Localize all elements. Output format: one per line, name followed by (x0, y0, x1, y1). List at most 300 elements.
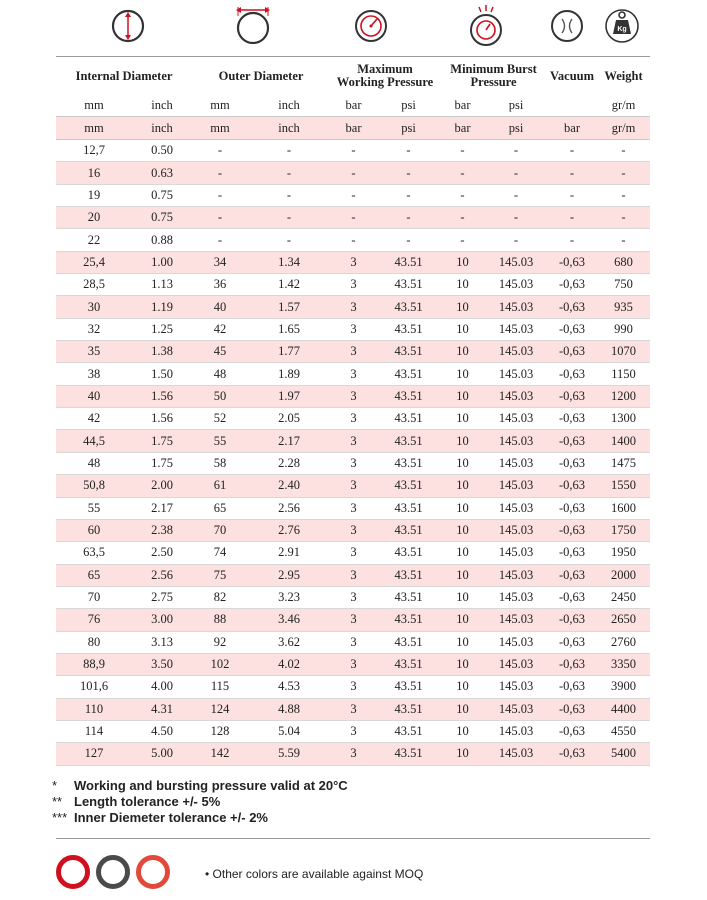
table-cell: 43.51 (377, 542, 440, 564)
table-cell: 3 (330, 274, 377, 296)
table-cell: 3.50 (132, 653, 192, 675)
table-cell: 145.03 (485, 408, 547, 430)
table-cell: 10 (440, 408, 485, 430)
table-cell: 3 (330, 542, 377, 564)
table-cell: 1.75 (132, 452, 192, 474)
table-cell: 20 (56, 207, 132, 229)
table-cell: -0,63 (547, 676, 597, 698)
table-cell: - (597, 140, 650, 162)
table-cell: 92 (192, 631, 248, 653)
table-cell: - (485, 140, 547, 162)
table-cell: 127 (56, 743, 132, 765)
table-row (56, 207, 650, 229)
table-cell: 10 (440, 296, 485, 318)
table-cell: 2.38 (132, 519, 192, 541)
table-cell: 25,4 (56, 251, 132, 273)
table-cell: -0,63 (547, 497, 597, 519)
table-cell: - (597, 162, 650, 184)
table-cell: 10 (440, 318, 485, 340)
header-vacuum: Vacuum (550, 68, 595, 83)
unit-cell: inch (132, 94, 192, 117)
weight-icon (604, 4, 640, 44)
table-row (56, 564, 650, 586)
table-cell: -0,63 (547, 385, 597, 407)
unit-cell: psi (377, 94, 440, 117)
internal-diameter-icon (111, 4, 145, 44)
color-swatch-grey (96, 855, 130, 889)
table-cell: 10 (440, 564, 485, 586)
table-cell: 1.56 (132, 408, 192, 430)
table-cell: -0,63 (547, 743, 597, 765)
table-cell: 65 (192, 497, 248, 519)
table-cell: 58 (192, 452, 248, 474)
table-cell: 43.51 (377, 408, 440, 430)
table-cell: -0,63 (547, 296, 597, 318)
table-cell: 0.63 (132, 162, 192, 184)
table-cell: 10 (440, 519, 485, 541)
footnote (52, 794, 348, 810)
table-cell: 2.75 (132, 586, 192, 608)
table-cell: - (377, 207, 440, 229)
header-row (56, 58, 650, 94)
table-cell: - (377, 140, 440, 162)
table-cell: - (547, 162, 597, 184)
table-row (56, 631, 650, 653)
table-cell: 10 (440, 497, 485, 519)
table-cell: 1.34 (248, 251, 330, 273)
table-cell: 80 (56, 631, 132, 653)
table-cell: 10 (440, 698, 485, 720)
table-cell: 1.19 (132, 296, 192, 318)
table-cell: 43.51 (377, 631, 440, 653)
table-cell: 3.46 (248, 609, 330, 631)
table-cell: 5.00 (132, 743, 192, 765)
footnote (52, 778, 348, 794)
table-cell: 1.89 (248, 363, 330, 385)
table-cell: 10 (440, 363, 485, 385)
table-cell: 145.03 (485, 676, 547, 698)
table-cell: -0,63 (547, 274, 597, 296)
burst-pressure-gauge-icon (468, 4, 504, 48)
table-cell: 10 (440, 430, 485, 452)
table-row (56, 475, 650, 497)
table-cell: 48 (192, 363, 248, 385)
table-cell: 1.50 (132, 363, 192, 385)
unit-cell: bar (440, 117, 485, 140)
table-cell: 3.00 (132, 609, 192, 631)
table-cell: - (597, 207, 650, 229)
table-cell: 3 (330, 698, 377, 720)
unit-cell: inch (132, 117, 192, 140)
header-min-burst-pressure: Minimum Burst Pressure (450, 62, 537, 89)
table-cell: 990 (597, 318, 650, 340)
table-cell: 2.28 (248, 452, 330, 474)
table-cell: 10 (440, 251, 485, 273)
table-cell: 3.23 (248, 586, 330, 608)
header-outer-diameter: Outer Diameter (218, 68, 304, 83)
table-cell: 1400 (597, 430, 650, 452)
table-cell: 2.91 (248, 542, 330, 564)
table-cell: 42 (192, 318, 248, 340)
unit-cell: mm (56, 117, 132, 140)
unit-cell: inch (248, 117, 330, 140)
table-cell: 40 (56, 385, 132, 407)
table-cell: 145.03 (485, 251, 547, 273)
table-cell: 61 (192, 475, 248, 497)
table-cell: 43.51 (377, 430, 440, 452)
table-cell: 19 (56, 184, 132, 206)
table-cell: 43.51 (377, 743, 440, 765)
table-cell: -0,63 (547, 475, 597, 497)
table-cell: 4.00 (132, 676, 192, 698)
table-cell: -0,63 (547, 586, 597, 608)
table-cell: 145.03 (485, 318, 547, 340)
table-cell: 88,9 (56, 653, 132, 675)
table-cell: 43.51 (377, 475, 440, 497)
table-cell: -0,63 (547, 452, 597, 474)
table-cell: 4.50 (132, 720, 192, 742)
table-cell: 2.95 (248, 564, 330, 586)
table-cell: -0,63 (547, 251, 597, 273)
table-cell: 142 (192, 743, 248, 765)
table-cell: 2650 (597, 609, 650, 631)
table-cell: 48 (56, 452, 132, 474)
table-cell: 50 (192, 385, 248, 407)
footer-rule (56, 838, 650, 839)
table-cell: -0,63 (547, 631, 597, 653)
table-cell: 28,5 (56, 274, 132, 296)
table-cell: 145.03 (485, 363, 547, 385)
table-cell: - (248, 229, 330, 251)
unit-cell: bar (330, 94, 377, 117)
table-row (56, 140, 650, 162)
colors-note: • Other colors are available against MOQ (205, 867, 424, 881)
table-cell: 145.03 (485, 296, 547, 318)
table-cell: 36 (192, 274, 248, 296)
table-cell: -0,63 (547, 408, 597, 430)
table-row (56, 229, 650, 251)
table-cell: 52 (192, 408, 248, 430)
table-row (56, 720, 650, 742)
table-cell: 88 (192, 609, 248, 631)
table-cell: 2.50 (132, 542, 192, 564)
table-cell: 43.51 (377, 274, 440, 296)
table-cell: 2450 (597, 586, 650, 608)
table-cell: 750 (597, 274, 650, 296)
table-cell: 145.03 (485, 698, 547, 720)
table-cell: - (440, 184, 485, 206)
table-cell: 2760 (597, 631, 650, 653)
table-cell: 43.51 (377, 676, 440, 698)
table-cell: 1070 (597, 341, 650, 363)
table-cell: 10 (440, 720, 485, 742)
table-cell: 3 (330, 296, 377, 318)
table-cell: - (485, 207, 547, 229)
table-cell: 145.03 (485, 586, 547, 608)
table-cell: - (330, 229, 377, 251)
table-cell: - (547, 207, 597, 229)
table-cell: 145.03 (485, 341, 547, 363)
table-cell: 74 (192, 542, 248, 564)
table-cell: 35 (56, 341, 132, 363)
table-cell: -0,63 (547, 653, 597, 675)
table-cell: 44,5 (56, 430, 132, 452)
table-cell: 10 (440, 743, 485, 765)
weight-icon-label: Kg (617, 26, 627, 33)
table-cell: 102 (192, 653, 248, 675)
unit-cell: bar (330, 117, 377, 140)
table-cell: 2.76 (248, 519, 330, 541)
color-swatch-orange-red (136, 855, 170, 889)
table-cell: 3 (330, 519, 377, 541)
table-cell: 4550 (597, 720, 650, 742)
table-row (56, 743, 650, 765)
table-body (56, 140, 650, 766)
table-cell: 145.03 (485, 430, 547, 452)
table-cell: -0,63 (547, 430, 597, 452)
table-cell: - (440, 229, 485, 251)
table-cell: 76 (56, 609, 132, 631)
table-cell: 1475 (597, 452, 650, 474)
table-row (56, 296, 650, 318)
table-cell: 43.51 (377, 341, 440, 363)
unit-cell: gr/m (597, 94, 650, 117)
table-cell: 3.13 (132, 631, 192, 653)
table-cell: 110 (56, 698, 132, 720)
footnote (52, 810, 348, 826)
unit-cell: mm (56, 94, 132, 117)
table-cell: -0,63 (547, 318, 597, 340)
table-cell: - (377, 162, 440, 184)
table-cell: 145.03 (485, 274, 547, 296)
table-cell: 5.59 (248, 743, 330, 765)
table-cell: 1300 (597, 408, 650, 430)
table-cell: 2.05 (248, 408, 330, 430)
table-cell: 12,7 (56, 140, 132, 162)
unit-cell: psi (485, 94, 547, 117)
table-cell: 145.03 (485, 497, 547, 519)
table-cell: - (192, 162, 248, 184)
table-cell: 45 (192, 341, 248, 363)
table-cell: 43.51 (377, 318, 440, 340)
table-row (56, 341, 650, 363)
table-cell: 43.51 (377, 586, 440, 608)
table-cell: 65 (56, 564, 132, 586)
table-cell: 2.56 (248, 497, 330, 519)
table-cell: 3 (330, 430, 377, 452)
table-cell: 4.53 (248, 676, 330, 698)
table-cell: 55 (56, 497, 132, 519)
table-cell: 10 (440, 452, 485, 474)
table-row (56, 519, 650, 541)
table-row (56, 452, 650, 474)
table-cell: 3 (330, 408, 377, 430)
table-cell: 22 (56, 229, 132, 251)
table-cell: - (440, 140, 485, 162)
table-cell: 3.62 (248, 631, 330, 653)
table-row (56, 542, 650, 564)
table-cell: 101,6 (56, 676, 132, 698)
table-cell: 10 (440, 274, 485, 296)
table-cell: 145.03 (485, 475, 547, 497)
footnotes (52, 778, 348, 826)
table-cell: 50,8 (56, 475, 132, 497)
table-cell: 3 (330, 497, 377, 519)
table-row (56, 274, 650, 296)
table-row (56, 251, 650, 273)
table-cell: 3 (330, 653, 377, 675)
header-internal-diameter: Internal Diameter (75, 68, 173, 83)
footnote-text: Length tolerance +/- 5% (74, 794, 221, 809)
table-cell: 10 (440, 631, 485, 653)
unit-cell: bar (440, 94, 485, 117)
table-cell: 1.57 (248, 296, 330, 318)
table-cell: 680 (597, 251, 650, 273)
table-cell: 0.75 (132, 184, 192, 206)
table-cell: 1.25 (132, 318, 192, 340)
table-row (56, 184, 650, 206)
table-cell: -0,63 (547, 542, 597, 564)
table-cell: 935 (597, 296, 650, 318)
unit-cell: inch (248, 94, 330, 117)
outer-diameter-icon (233, 4, 273, 44)
table-row (56, 497, 650, 519)
table-cell: 145.03 (485, 609, 547, 631)
table-cell: 3350 (597, 653, 650, 675)
table-row (56, 408, 650, 430)
table-cell: 43.51 (377, 452, 440, 474)
table-cell: 3 (330, 609, 377, 631)
table-cell: - (377, 229, 440, 251)
table-cell: - (330, 207, 377, 229)
table-cell: 4.31 (132, 698, 192, 720)
table-cell: 3 (330, 341, 377, 363)
table-cell: 145.03 (485, 653, 547, 675)
table-cell: 1.42 (248, 274, 330, 296)
color-swatch-red (56, 855, 90, 889)
table-cell: 145.03 (485, 631, 547, 653)
table-row (56, 162, 650, 184)
table-cell: 3 (330, 385, 377, 407)
table-cell: 1.97 (248, 385, 330, 407)
table-cell: -0,63 (547, 720, 597, 742)
table-cell: 5.04 (248, 720, 330, 742)
table-cell: 43.51 (377, 296, 440, 318)
footnote-marker: *** (52, 810, 68, 825)
table-cell: 43.51 (377, 385, 440, 407)
table-cell: 145.03 (485, 452, 547, 474)
unit-cell: mm (192, 117, 248, 140)
table-cell: 10 (440, 341, 485, 363)
table-cell: 43.51 (377, 653, 440, 675)
table-cell: - (485, 229, 547, 251)
table-cell: - (192, 184, 248, 206)
table-cell: - (547, 140, 597, 162)
table-cell: 3 (330, 564, 377, 586)
table-cell: 1.38 (132, 341, 192, 363)
table-cell: - (192, 229, 248, 251)
table-cell: 38 (56, 363, 132, 385)
table-cell: 43.51 (377, 519, 440, 541)
table-row (56, 318, 650, 340)
table-cell: 1550 (597, 475, 650, 497)
table-cell: - (547, 184, 597, 206)
table-cell: 60 (56, 519, 132, 541)
table-cell: 114 (56, 720, 132, 742)
table-cell: - (330, 184, 377, 206)
table-cell: 10 (440, 676, 485, 698)
table-cell: 2000 (597, 564, 650, 586)
table-cell: 1600 (597, 497, 650, 519)
table-cell: 4400 (597, 698, 650, 720)
table-cell: -0,63 (547, 564, 597, 586)
table-cell: 75 (192, 564, 248, 586)
table-cell: 1150 (597, 363, 650, 385)
table-row (56, 653, 650, 675)
table-cell: 43.51 (377, 609, 440, 631)
table-cell: 1.13 (132, 274, 192, 296)
table-cell: 3 (330, 318, 377, 340)
header-max-working-pressure: Maximum Working Pressure (336, 62, 434, 89)
table-cell: 1.00 (132, 251, 192, 273)
table-cell: 32 (56, 318, 132, 340)
table-cell: 145.03 (485, 385, 547, 407)
table-cell: 30 (56, 296, 132, 318)
table-cell: 43.51 (377, 363, 440, 385)
table-cell: - (248, 184, 330, 206)
table-cell: - (377, 184, 440, 206)
table-cell: 43.51 (377, 720, 440, 742)
table-cell: 3 (330, 452, 377, 474)
units-row-secondary (56, 117, 650, 140)
table-cell: 3 (330, 676, 377, 698)
unit-cell: bar (547, 117, 597, 140)
table-cell: - (485, 184, 547, 206)
table-cell: 10 (440, 475, 485, 497)
table-cell: 43.51 (377, 251, 440, 273)
vacuum-icon (550, 4, 584, 44)
table-cell: - (248, 162, 330, 184)
unit-cell: psi (485, 117, 547, 140)
table-cell: 1.77 (248, 341, 330, 363)
table-row (56, 385, 650, 407)
table-cell: 145.03 (485, 743, 547, 765)
table-cell: - (547, 229, 597, 251)
table-cell: 0.50 (132, 140, 192, 162)
table-cell: - (440, 162, 485, 184)
table-cell: 2.56 (132, 564, 192, 586)
unit-cell: gr/m (597, 117, 650, 140)
table-cell: 3 (330, 475, 377, 497)
table-cell: 10 (440, 542, 485, 564)
table-cell: 124 (192, 698, 248, 720)
table-cell: 4.02 (248, 653, 330, 675)
footnote-text: Working and bursting pressure valid at 20°C (74, 778, 348, 793)
table-cell: 70 (56, 586, 132, 608)
footnote-marker: * (52, 778, 58, 793)
table-cell: 0.88 (132, 229, 192, 251)
table-cell: 3 (330, 586, 377, 608)
table-cell: 10 (440, 586, 485, 608)
table-cell: - (248, 140, 330, 162)
table-cell: 1200 (597, 385, 650, 407)
table-cell: 40 (192, 296, 248, 318)
table-cell: 0.75 (132, 207, 192, 229)
table-cell: 3900 (597, 676, 650, 698)
table-cell: - (330, 162, 377, 184)
table-cell: 10 (440, 653, 485, 675)
table-cell: 3 (330, 743, 377, 765)
